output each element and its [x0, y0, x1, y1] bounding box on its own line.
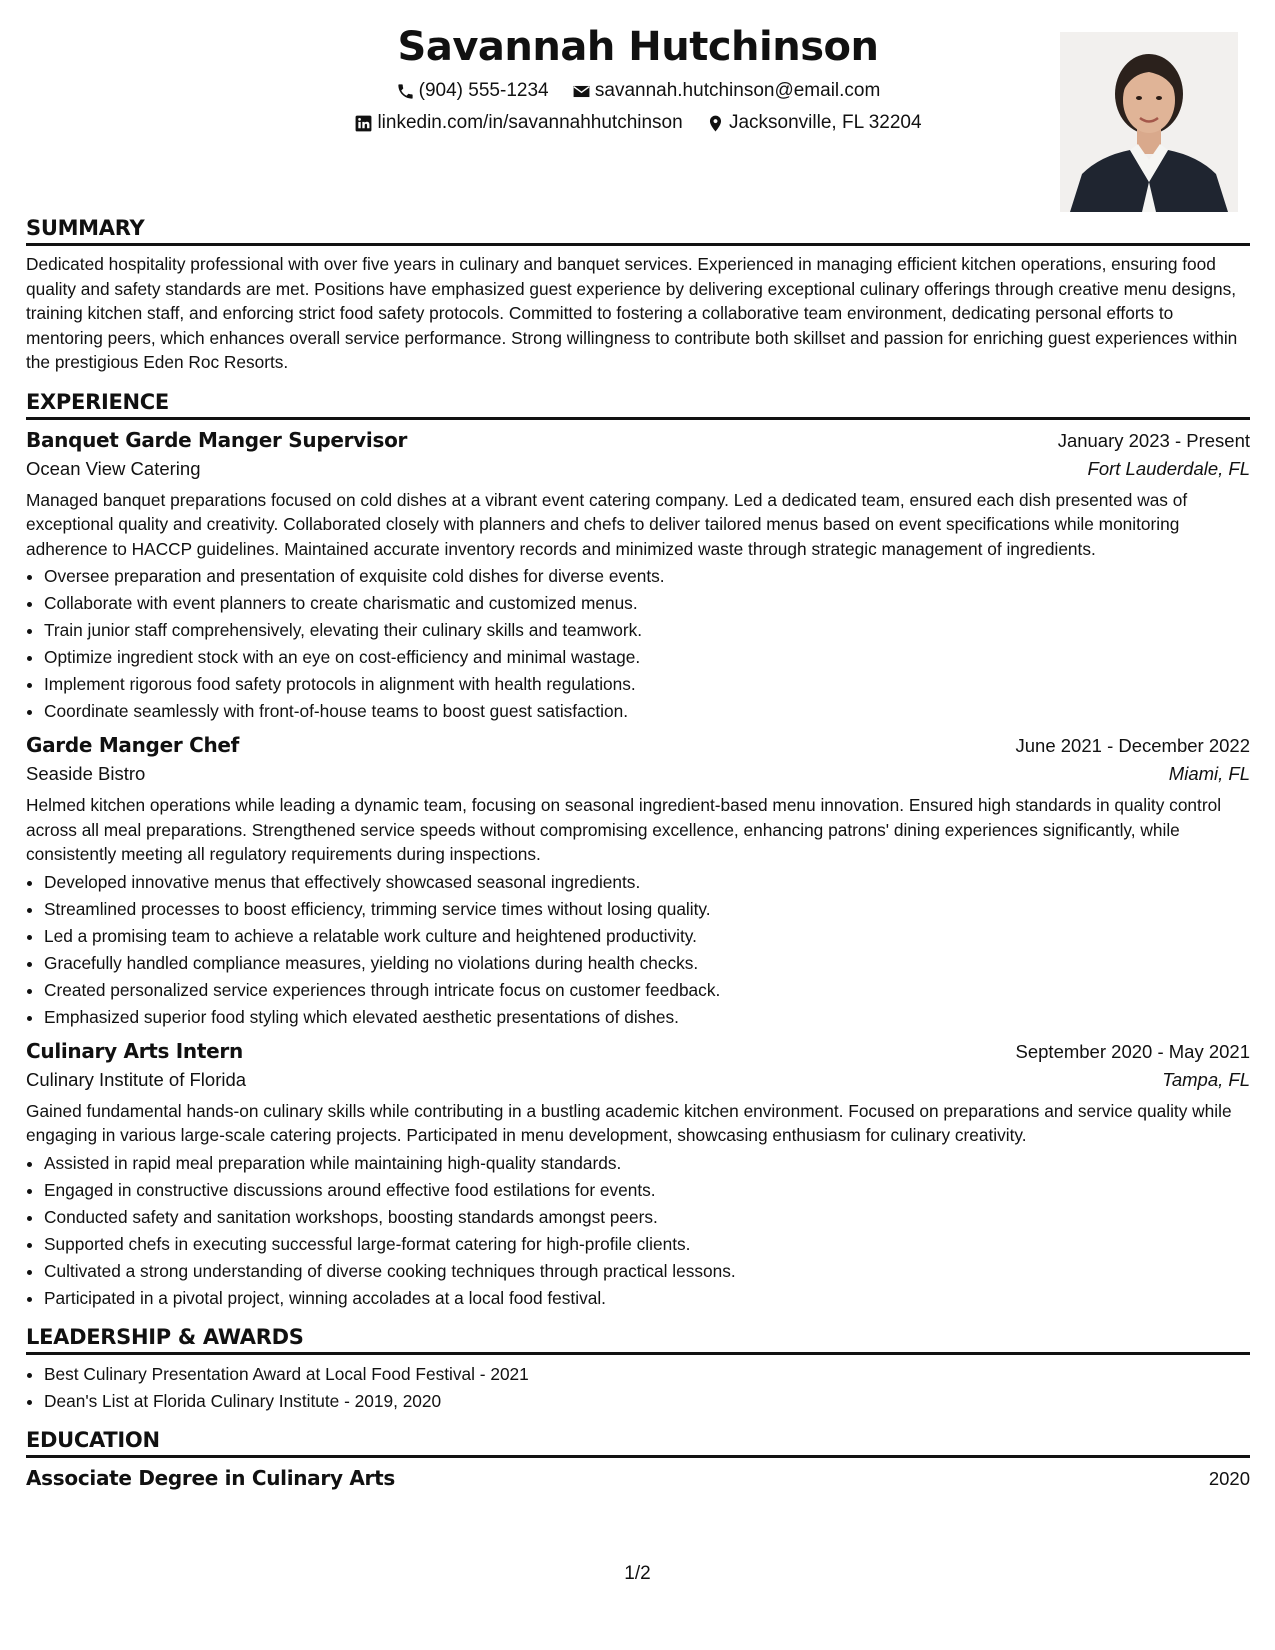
- experience-heading: EXPERIENCE: [26, 389, 1250, 420]
- summary-text: Dedicated hospitality professional with over five years in culinary and banquet services. Experienced in managing efficient kitchen operations, ensuring food quality and safety standards are met. Positions have emphasized guest experience by delivering exceptional culinary offerings through creative menu designs, training kitchen staff, and enforcing strict food safety protocols. Committed to fostering a collaborative team environment, dedicating personal efforts to mentoring peers, which enhances overall service performance. Strong willingness to contribute both skillset and passion for enriching guest experiences within the prestigious Eden Roc Resorts.: [26, 254, 1238, 372]
- job-dates: September 2020 - May 2021: [1015, 1040, 1250, 1062]
- awards-section: [26, 1324, 1250, 1415]
- job-location: Fort Lauderdale, FL: [1087, 457, 1250, 479]
- list-item: • Best Culinary Presentation Award at Local Food Festival - 2021: [44, 1361, 1250, 1388]
- experience-section: [26, 389, 1250, 1312]
- candidate-name: Savannah Hutchinson: [397, 24, 879, 70]
- contact-email[interactable]: [572, 80, 880, 102]
- contact-location: [706, 112, 922, 134]
- job-bullets: [26, 869, 1250, 1031]
- list-item: • Led a promising team to achieve a relatable work culture and heightened productivity.: [44, 923, 1250, 950]
- job-company: Seaside Bistro: [26, 763, 146, 784]
- degree-year: 2020: [1208, 1467, 1250, 1489]
- envelope-icon: [572, 82, 591, 101]
- phone-icon: [396, 82, 415, 101]
- list-item: • Created personalized service experiences through intricate focus on customer feedback.: [44, 977, 1250, 1004]
- job-entry: [26, 1039, 1250, 1312]
- education-section: [26, 1427, 1250, 1490]
- map-pin-icon: [706, 114, 725, 133]
- profile-photo: [1060, 32, 1238, 212]
- list-item: • Cultivated a strong understanding of diverse cooking techniques through practical lessons.: [44, 1258, 1250, 1285]
- list-item: • Developed innovative menus that effectively showcased seasonal ingredients.: [44, 869, 1250, 896]
- list-item: • Engaged in constructive discussions around effective food estilations for events.: [44, 1177, 1250, 1204]
- job-entry: [26, 428, 1250, 726]
- list-item: • Gracefully handled compliance measures, yielding no violations during health checks.: [44, 950, 1250, 977]
- job-title: Garde Manger Chef: [26, 733, 240, 757]
- job-dates: June 2021 - December 2022: [1015, 735, 1250, 756]
- list-item: • Coordinate seamlessly with front-of-house teams to boost guest satisfaction.: [44, 698, 1250, 725]
- job-location: Miami, FL: [1168, 763, 1250, 784]
- job-description: Gained fundamental hands-on culinary skills while contributing in a bustling academic kitchen environment. Focused on preparations and service quality while engaging in various large-scale catering projects. Participated in menu development, showcasing enthusiasm for culinary creativity.: [26, 1100, 1232, 1145]
- list-item: • Assisted in rapid meal preparation while maintaining high-quality standards.: [44, 1150, 1250, 1177]
- list-item: • Dean's List at Florida Culinary Institute - 2019, 2020: [44, 1388, 1250, 1415]
- phone-text: (904) 555-1234: [418, 80, 549, 101]
- location-text: Jacksonville, FL 32204: [728, 112, 922, 133]
- list-item: • Conducted safety and sanitation workshops, boosting standards amongst peers.: [44, 1204, 1250, 1231]
- job-title: Banquet Garde Manger Supervisor: [26, 427, 408, 452]
- job-company: Culinary Institute of Florida: [26, 1068, 247, 1090]
- list-item: • Collaborate with event planners to create charismatic and customized menus.: [44, 590, 1250, 617]
- list-item: • Implement rigorous food safety protocols in alignment with health regulations.: [44, 671, 1250, 698]
- linkedin-icon: [354, 114, 373, 133]
- page-indicator: 1/2: [624, 1563, 651, 1584]
- job-title: Culinary Arts Intern: [26, 1038, 243, 1063]
- degree-title: Associate Degree in Culinary Arts: [26, 1465, 395, 1490]
- list-item: • Emphasized superior food styling which elevated aesthetic presentations of dishes.: [44, 1004, 1250, 1031]
- job-dates: January 2023 - Present: [1057, 429, 1250, 451]
- email-text: savannah.hutchinson@email.com: [594, 80, 881, 101]
- list-item: • Supported chefs in executing successful large-format catering for high-profile clients.: [44, 1231, 1250, 1258]
- list-item: • Oversee preparation and presentation of exquisite cold dishes for diverse events.: [44, 563, 1250, 590]
- list-item: • Participated in a pivotal project, winning accolades at a local food festival.: [44, 1285, 1250, 1312]
- summary-section: [26, 215, 1250, 375]
- list-item: • Train junior staff comprehensively, elevating their culinary skills and teamwork.: [44, 617, 1250, 644]
- job-company: Ocean View Catering: [26, 457, 201, 479]
- awards-heading: LEADERSHIP & AWARDS: [26, 1324, 1250, 1355]
- resume-header: [26, 0, 1250, 215]
- job-location: Tampa, FL: [1162, 1068, 1250, 1090]
- list-item: • Streamlined processes to boost efficiency, trimming service times without losing quality.: [44, 896, 1250, 923]
- awards-list: [26, 1361, 1250, 1415]
- job-description: Managed banquet preparations focused on cold dishes at a vibrant event catering company. Led a dedicated team, ensured each dish presented was of exceptional quality and creativity. Collaborated closely with planners and chefs to deliver tailored menus based on event specifications while monitoring adherence to HACCP guidelines. Maintained accurate inventory records and minimized waste through strategic management of ingredients.: [26, 489, 1188, 559]
- summary-heading: SUMMARY: [26, 215, 1250, 246]
- job-bullets: [26, 563, 1250, 725]
- job-entry: [26, 733, 1250, 1031]
- list-item: • Optimize ingredient stock with an eye on cost-efficiency and minimal wastage.: [44, 644, 1250, 671]
- contact-phone: [396, 80, 549, 102]
- linkedin-text: linkedin.com/in/savannahhutchinson: [377, 112, 683, 133]
- job-bullets: [26, 1150, 1250, 1312]
- education-heading: EDUCATION: [26, 1427, 1250, 1458]
- job-description: Helmed kitchen operations while leading a dynamic team, focusing on seasonal ingredient-based menu innovation. Ensured high standards in quality control across all meal preparations. Strengthened service speeds without compromising excellence, enhancing patrons' dining experiences significantly, while consistently meeting all regulatory requirements during inspections.: [26, 795, 1222, 864]
- contact-linkedin[interactable]: [354, 112, 682, 134]
